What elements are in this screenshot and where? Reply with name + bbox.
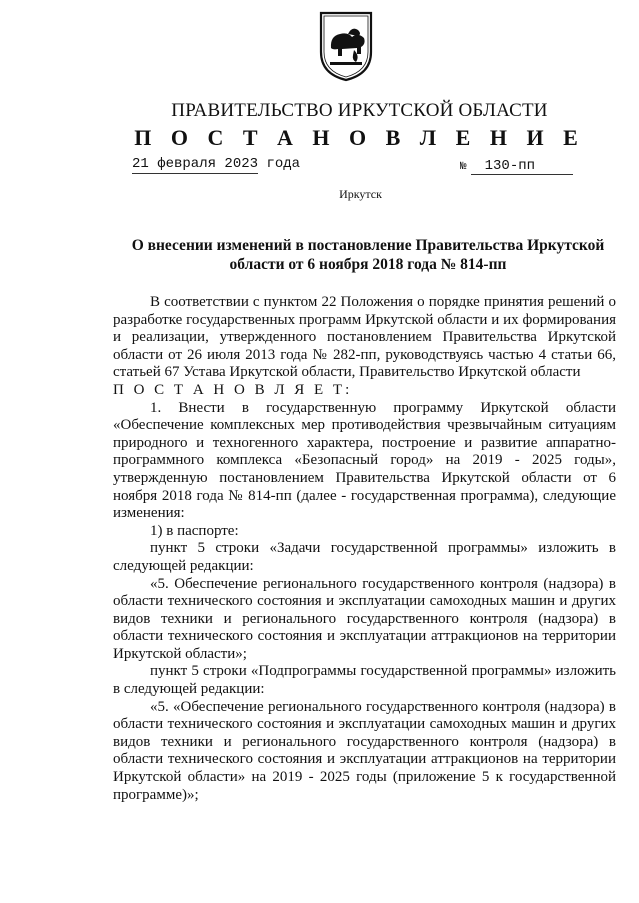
document-number	[460, 158, 573, 175]
tasks-paragraph: пункт 5 строки «Задачи государственной программы» изложить в следующей редакции:	[113, 540, 616, 574]
document-body	[113, 294, 616, 804]
subprograms-paragraph: пункт 5 строки «Подпрограммы государственной программы» изложить в следующей редакции:	[113, 663, 616, 698]
heading-line-2: области от 6 ноября 2018 года № 814-пп	[229, 256, 507, 273]
subprograms-quote-paragraph: «5. «Обеспечение регионального государственного контроля (надзора) в области технического состояния и эксплуатации самоходных машин и других видов техники и регионального государственного контроля (надзора) в области технического состояния и эксплуатации аттракционов на территории Иркутской области» на 2019 - 2025 годы (приложение 5 к государственной программе)»;	[113, 698, 616, 803]
document-type: П О С Т А Н О В Л Е Н И Е	[134, 125, 585, 150]
subitem-paragraph: 1) в паспорте:	[150, 522, 239, 539]
document-heading	[118, 236, 618, 274]
number-value: 130-пп	[471, 158, 573, 175]
preamble-paragraph: В соответствии с пунктом 22 Положения о порядке принятия решений о разработке государственных программ Иркутской области и их формирования и реализации, утвержденного постановлением Правительства Иркутской области от 26 июля 2013 года № 282-пп, руководствуясь частью 4 статьи 66, статьей 67 Устава Иркутской области, Правительство Иркутской области	[113, 294, 616, 381]
heading-line-1: О внесении изменений в постановление Правительства Иркутской	[131, 237, 605, 254]
date-suffix: года	[266, 156, 301, 172]
government-title: ПРАВИТЕЛЬСТВО ИРКУТСКОЙ ОБЛАСТИ	[171, 100, 548, 121]
date-value: 21 февраля 2023	[132, 156, 259, 172]
resolves-label: П О С Т А Н О В Л Я Е Т:	[113, 381, 353, 398]
irkutsk-coat-of-arms-icon	[318, 10, 374, 82]
number-sign: №	[460, 161, 467, 173]
tasks-quote-paragraph: «5. Обеспечение регионального государственного контроля (надзора) в области технического состояния и эксплуатации самоходных машин и других видов техники и регионального государственного контроля (надзора) в области технического состояния и эксплуатации аттракционов на территории Иркутской области»;	[113, 575, 616, 662]
city-name: Иркутск	[339, 187, 382, 201]
item-1-paragraph: 1. Внести в государственную программу Иркутской области «Обеспечение комплексных мер противодействия чрезвычайным ситуациям природного и техногенного характера, построение и развитие аппаратно-программного комплекса «Безопасный город» на 2019 - 2025 годы», утвержденную постановлением Правительства Иркутской области от 6 ноября 2018 года № 814-пп (далее - государственная программа), следующие изменения:	[113, 399, 616, 522]
document-date	[132, 156, 300, 172]
